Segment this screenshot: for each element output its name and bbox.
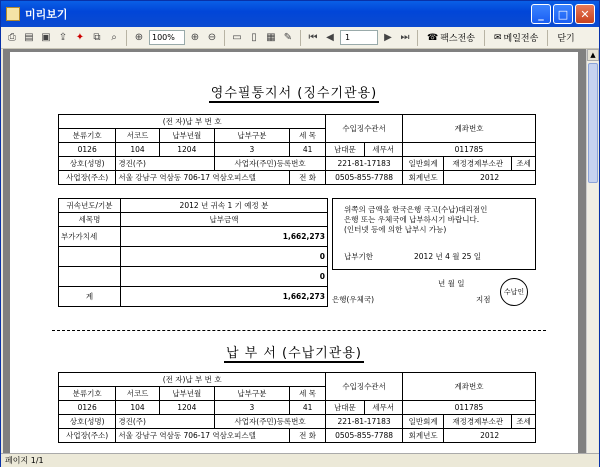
receipt-date-line: 년 월 일 [438, 279, 465, 288]
notice-line-1: 위쪽의 금액을 한국은행 국고(수납)대리점인 [344, 205, 488, 214]
cut-line [52, 330, 546, 331]
app-icon [6, 7, 20, 21]
close-preview-button[interactable]: 닫기 [557, 34, 575, 44]
document-page [10, 52, 578, 453]
pdf-icon[interactable]: ✦ [75, 32, 85, 43]
fax-icon: ☎ [427, 32, 439, 43]
maximize-button[interactable]: □ [553, 4, 573, 24]
next-page-icon[interactable]: ▶ [384, 32, 392, 43]
zoom-icon[interactable]: ⊕ [134, 32, 144, 43]
toolbar [1, 27, 599, 49]
prev-page-icon[interactable]: ◀ [326, 32, 334, 43]
copy-icon[interactable]: ⧉ [93, 32, 101, 43]
fax-button[interactable]: ☎ 팩스전송 [427, 32, 475, 44]
close-button[interactable]: ✕ [575, 4, 595, 24]
due-label: 납부기한 [344, 252, 373, 261]
mail-icon: ✉ [494, 32, 502, 43]
notice-line-3: (인터넷 등에 의한 납부시 가능) [344, 225, 447, 234]
receipt-title: 영수필통지서 (징수기관용) [210, 86, 378, 101]
minimize-button[interactable]: _ [531, 4, 551, 24]
zoom-in-icon[interactable]: ⊕ [190, 32, 200, 43]
print-icon[interactable]: ⎙ [8, 32, 16, 43]
preview-canvas [3, 49, 587, 453]
scroll-up-icon[interactable]: ▲ [587, 49, 599, 61]
status-bar: 페이지 1/1 [1, 453, 599, 467]
due-value: 2012 년 4 월 25 일 [414, 252, 482, 261]
voucher-title: 납 부 서 (수납기관용) [225, 346, 362, 361]
title-bar [1, 1, 599, 27]
single-page-icon[interactable]: ▭ [232, 32, 242, 43]
thumbnail-icon[interactable]: ▦ [266, 32, 276, 43]
edit-icon[interactable]: ✎ [283, 32, 293, 43]
page-input[interactable]: 1 [340, 30, 378, 45]
voucher-info-table: (전 자)납 부 번 호 수입징수관서 계좌번호 분류기호 서코드 납부년월 납부구분 세 목 0126 104 1204 3 41 남대문 세무서 011785 상호(성명) 경진(주) 사업자(주민)등록번호 221-81-17183 일반회계 재정경제부소관 조세 사업장(주소) 서울 강남구 역삼동 706-17 역삼오피스텔 전 화 0505-855-7788 회계년도 2012 [58, 372, 536, 443]
mail-button[interactable]: ✉ 메일전송 [494, 32, 539, 44]
first-page-icon[interactable]: ⏮ [308, 32, 318, 43]
last-page-icon[interactable]: ⏭ [400, 32, 410, 43]
export-icon[interactable]: ⇪ [58, 32, 68, 43]
bank-label: 은행(우체국) [332, 295, 375, 304]
amount-table: 귀속년도/기분 2012 년 귀속 1 기 예정 분 세목명 납부금액 부가가치세 1,662,273 0 0 계 1,662,273 [58, 198, 328, 307]
open-icon[interactable]: ▤ [24, 32, 34, 43]
scroll-thumb[interactable] [588, 63, 598, 183]
multi-page-icon[interactable]: ▯ [251, 32, 257, 43]
zoom-out-icon[interactable]: ⊖ [207, 32, 217, 43]
notice-line-2: 은행 또는 우체국에 납부하시기 바랍니다. [344, 215, 480, 224]
vertical-scrollbar[interactable] [586, 49, 598, 453]
receipt-stamp: 수납인 [500, 278, 528, 306]
window-title: 미리보기 [25, 8, 68, 21]
receipt-info-table: (전 자)납 부 번 호 수입징수관서 계좌번호 분류기호 서코드 납부년월 납부구분 세 목 0126 104 1204 3 41 남대문 세무서 011785 상호(성명) 경진(주) 사업자(주민)등록번호 221-81-17183 일반회계 재정경제부소관 조세 사업장(주소) 서울 강남구 역삼동 706-17 역삼오피스텔 전 화 0505-855-7788 회계년도 2012 [58, 114, 536, 185]
branch-label: 지점 [476, 295, 491, 304]
zoom-select[interactable]: 100% [149, 30, 185, 45]
find-icon[interactable]: ⌕ [111, 32, 117, 43]
save-icon[interactable]: ▣ [41, 32, 51, 43]
